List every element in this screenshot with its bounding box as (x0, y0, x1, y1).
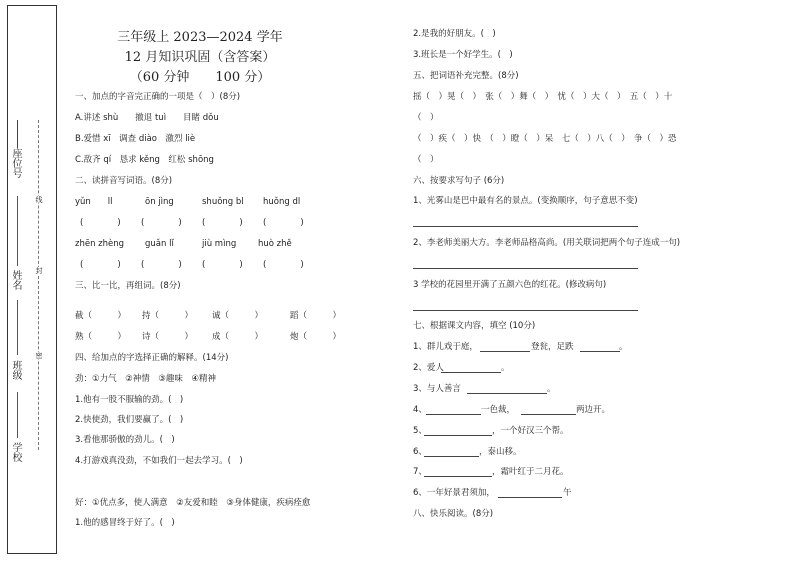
fill-5-prefix: 5、 (413, 426, 427, 436)
fill-4-end: 两边开。 (576, 405, 611, 415)
compare-8[interactable]: 炮（ ） (290, 332, 342, 342)
fill-4-blank-b[interactable] (521, 414, 576, 415)
pinyin-8: huò zhě (258, 239, 292, 249)
hao-question-1: 1.他的感冒终于好了。( ) (75, 518, 175, 528)
section2-title: 二、读拼音写词语。(8分) (75, 176, 173, 186)
section8-title: 八、快乐阅读。(8分) (413, 509, 494, 519)
pinyin-blank-2[interactable]: ( ) (141, 218, 182, 228)
sentence-task-3: 3 学校的花园里开满了五颜六色的红花。(修改病句) (413, 280, 607, 290)
pinyin-6: guǎn lǐ (145, 239, 174, 249)
fill-7-blank[interactable] (424, 476, 492, 477)
pinyin-blank-8[interactable]: ( ) (263, 260, 304, 270)
name-label: 姓名 (10, 270, 21, 290)
pinyin-blank-6[interactable]: ( ) (141, 260, 182, 270)
jin-question-4: 4.打游戏真没劲，不如我们一起去学习。( ) (75, 456, 243, 466)
jin-definitions: 劲：①力气 ②神情 ③趣味 ④精神 (75, 374, 216, 384)
exam-title-line1: 三年级上 2023—2024 学年 (117, 30, 283, 45)
fill-4-prefix: 4、 (413, 405, 427, 415)
section7-title: 七、根据课文内容，填空 (10分) (413, 321, 536, 331)
compare-3[interactable]: 诚（ ） (212, 311, 264, 321)
seal-char-xian: 线 (35, 196, 43, 203)
fill-1-blank-a[interactable] (480, 351, 530, 352)
sentence-answer-line-2[interactable] (413, 268, 638, 269)
pinyin-blank-5[interactable]: ( ) (80, 260, 121, 270)
seat-number-line (17, 120, 18, 148)
name-line (17, 196, 18, 266)
exam-title-line2: 12 月知识巩固（含答案） (124, 50, 276, 65)
seat-number-label: 座位号 (10, 148, 21, 178)
fill-8-end: 午 (563, 488, 572, 498)
exam-title-line3: （60 分钟 100 分） (129, 70, 271, 85)
idiom-row-2-tail[interactable]: （ ） (413, 155, 439, 165)
fill-1-end: 。 (619, 342, 628, 352)
jin-question-1: 1.他有一股不服输的劲。( ) (75, 395, 184, 405)
school-label: 学校 (10, 442, 21, 462)
fill-7-end: ，霜叶红于二月花。 (492, 467, 569, 477)
binding-dashed-line (38, 120, 39, 450)
section3-title: 三、比一比，再组词。(8分) (75, 281, 181, 291)
fill-8-prefix: 6、一年好景君须加， (413, 488, 495, 498)
fill-1-blank-b[interactable] (580, 351, 620, 352)
fill-5-blank[interactable] (424, 435, 492, 436)
fill-6-prefix: 6、 (413, 447, 427, 457)
compare-1[interactable]: 截（ ） (75, 311, 127, 321)
compare-7[interactable]: 成（ ） (212, 332, 264, 342)
compare-6[interactable]: 诗（ ） (142, 332, 194, 342)
class-label: 班级 (10, 360, 21, 380)
idiom-row-1-tail[interactable]: （ ） (413, 113, 439, 123)
fill-1-prefix: 1、群儿戏于庭， (413, 342, 478, 352)
fill-4-middle: 一色裁， (481, 405, 516, 415)
pinyin-7: jiù mìng (202, 239, 237, 249)
jin-question-2: 2.快使劲，我们要赢了。( ) (75, 415, 184, 425)
sentence-answer-line-1[interactable] (413, 226, 638, 227)
idiom-row-2[interactable]: （ ）疾（ ）快 （ ）瞪（ ）呆 七（ ）八（ ） 争（ ）恐 (413, 134, 677, 144)
pinyin-3: shuǒng bl (202, 197, 244, 207)
fill-3-blank[interactable] (467, 393, 547, 394)
hao-question-3: 3.班长是一个好学生。( ) (413, 50, 513, 60)
section1-title: 一、加点的字音完正确的一项是（ ）(8分) (75, 92, 241, 102)
fill-2-prefix: 2、爱人 (413, 363, 444, 373)
seal-char-mi: 密 (35, 352, 43, 359)
fill-6-blank[interactable] (424, 456, 479, 457)
jin-question-3: 3.看他那骄傲的劲儿。( ) (75, 435, 175, 445)
pinyin-4: huǒng dl (263, 197, 301, 207)
fill-2-blank[interactable] (441, 372, 501, 373)
pinyin-1: yǔn ll (75, 197, 113, 207)
sentence-answer-line-3[interactable] (413, 310, 638, 311)
section1-option-b: B.爱惜 xī 调查 diào 激烈 liè (75, 134, 196, 144)
fill-4-blank-a[interactable] (426, 414, 481, 415)
fill-3-prefix: 3、与人善言 (413, 384, 461, 394)
hao-question-2: 2.是我的好朋友。( ) (413, 29, 496, 39)
pinyin-blank-3[interactable]: ( ) (202, 218, 243, 228)
fill-8-blank[interactable] (498, 497, 562, 498)
class-line (17, 300, 18, 355)
school-line (17, 392, 18, 438)
sentence-task-1: 1、光雾山是巴中最有名的景点。(变换顺序，句子意思不变) (413, 196, 638, 206)
section5-title: 五、把词语补充完整。(8分) (413, 71, 519, 81)
compare-5[interactable]: 熟（ ） (75, 332, 127, 342)
fill-1-middle: 登瓮，足跌 (531, 342, 574, 352)
compare-4[interactable]: 蹈（ ） (290, 311, 342, 321)
compare-2[interactable]: 持（ ） (142, 311, 194, 321)
section4-title: 四、给加点的字选择正确的解释。(14分) (75, 353, 229, 363)
fill-5-end: ，一个好汉三个帮。 (492, 426, 569, 436)
section6-title: 六、按要求写句子 (6分) (413, 176, 505, 186)
section1-option-a: A.讲述 shù 撤退 tuì 目睹 dǒu (75, 113, 219, 123)
fill-3-end: 。 (547, 384, 556, 394)
fill-2-end: 。 (501, 363, 510, 373)
pinyin-blank-4[interactable]: ( ) (263, 218, 304, 228)
hao-definitions: 好：①优点多，使人满意 ②友爱和睦 ③身体健康，疾病痊愈 (75, 498, 311, 508)
seal-char-feng: 封 (35, 267, 43, 274)
pinyin-blank-1[interactable]: ( ) (80, 218, 121, 228)
fill-6-end: ，泰山移。 (479, 447, 522, 457)
sentence-task-2: 2、李老师美丽大方。李老师品格高尚。(用关联词把两个句子连成一句) (413, 238, 681, 248)
pinyin-5: zhēn zhèng (75, 239, 125, 249)
section1-option-c: C.敌齐 qí 恳求 kěng 红松 shōng (75, 155, 214, 165)
pinyin-blank-7[interactable]: ( ) (202, 260, 243, 270)
fill-7-prefix: 7、 (413, 467, 427, 477)
pinyin-2: ōn jìng (145, 197, 174, 207)
idiom-row-1[interactable]: 摇（ ）晃（ ） 张（ ）舞（ ） 忧（ ）大（ ） 五（ ）十 (413, 92, 673, 102)
